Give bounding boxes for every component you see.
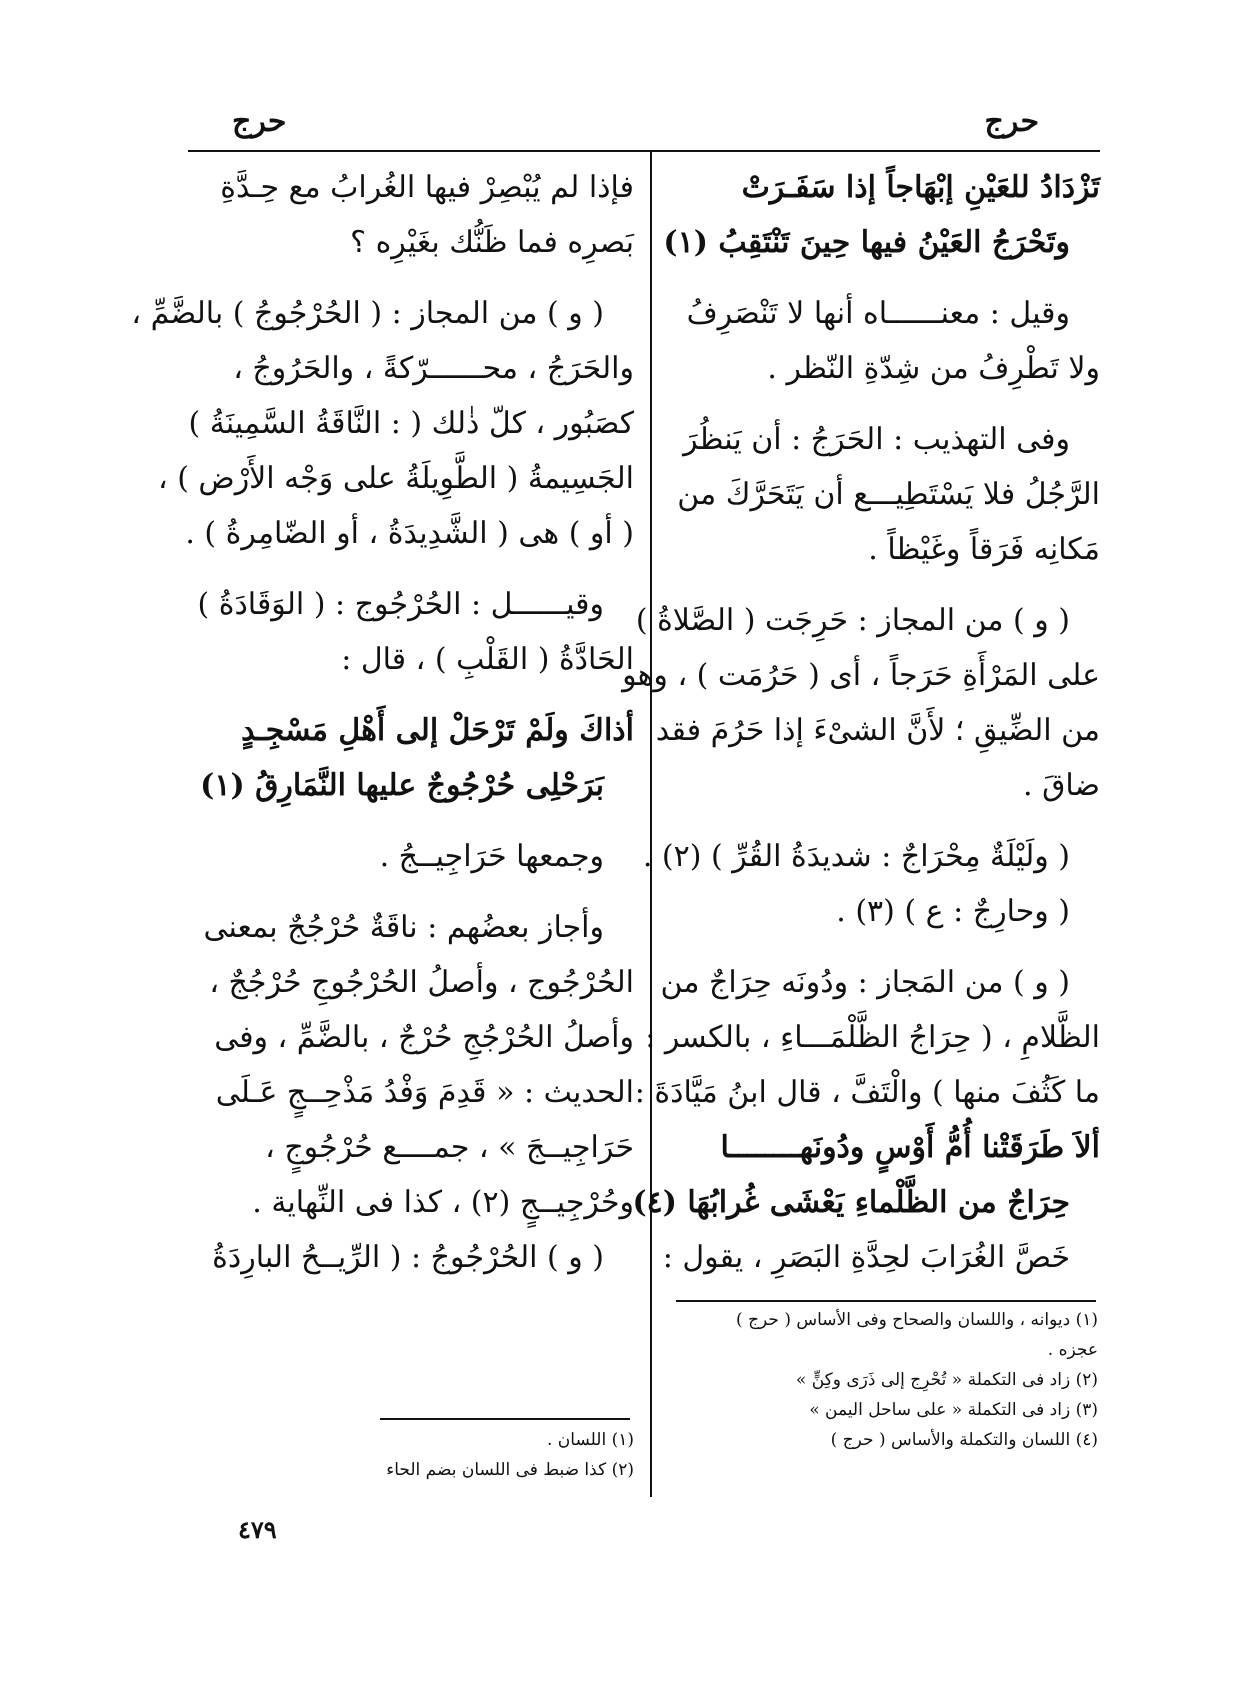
text-line: ( و ) من المجاز : ( الحُرْجُوجُ ) بالضَّمِّ ،: [131, 296, 604, 331]
column-divider: [650, 152, 652, 1497]
text-line: ( و ) الحُرْجُوجُ : ( الرِّيــحُ البارِدَةُ: [212, 1240, 604, 1275]
footnotes-right: [668, 1305, 1098, 1455]
verse-line: وتَحْرَجُ العَيْنُ فيها حِينَ تَنْتَقِبُ (١): [663, 225, 1070, 260]
text-line: وقيل : معنــــــاه أنها لا تَنْصَرِفُ: [686, 296, 1070, 331]
footnote: (١) اللسان .: [547, 1430, 634, 1450]
text-line: الجَسِيمةُ ( الطَّوِيلَةُ على وَجْه الأَرْض ) ،: [157, 461, 634, 496]
text-line: والحَرَجُ ، محــــــرّكةً ، والحَرُوجُ ،: [233, 351, 634, 386]
text-line: حَرَاجِيــجَ » ، جمــــع حُرْجُوجٍ ،: [265, 1130, 634, 1165]
text-line: بَصرِه فما ظَنُّك بغَيْرِه ؟: [350, 225, 634, 260]
text-line: وحُرْجِيــجٍ (٢) ، كذا فى النِّهاية .: [252, 1185, 634, 1220]
right-column: [622, 160, 1100, 1285]
running-header-right: حرج: [984, 104, 1039, 139]
paragraph-gap: [186, 270, 634, 286]
text-line: كصَبُور ، كلّ ذٰلك ( : النَّاقَةُ السَّمِينَةُ ): [188, 406, 634, 441]
text-line: من الضِّيقِ ؛ لأَنَّ الشىْءَ إذا حَرُمَ فقد: [655, 713, 1100, 748]
paragraph-gap: [668, 813, 1100, 829]
footnotes-left: [186, 1425, 634, 1485]
text-line: ( و ) من المجاز : حَرِجَت ( الصَّلاةُ ): [635, 603, 1070, 638]
paragraph-gap: [668, 270, 1100, 286]
paragraph-gap: [668, 577, 1100, 593]
footnote: (٤) اللسان والتكملة والأساس ( حرج ): [830, 1430, 1098, 1450]
footnote-rule-right: [676, 1300, 1096, 1302]
paragraph-gap: [186, 813, 634, 829]
text-line: الحُرْجُوج ، وأصلُ الحُرْجُوجِ حُرْجُجٌ ،: [209, 965, 634, 1000]
footnote: (٢) زاد فى التكملة « تُحْرِج إلى ذَرَى وكِنٍّ »: [795, 1370, 1098, 1390]
footnote: (١) ديوانه ، واللسان والصحاح وفى الأساس ( حرج ): [736, 1310, 1098, 1330]
text-line: ( وحارِجٌ : ع ) (٣) .: [836, 894, 1070, 929]
text-line: الظَّلامِ ، ( حِرَاجُ الظَّلْمَـــاءِ ، بالكسر :: [645, 1020, 1100, 1055]
running-header-left: حرج: [232, 104, 287, 139]
footnote-rule-left: [380, 1418, 630, 1420]
text-line: ولا تَطْرِفُ من شِدّةِ النّظر .: [767, 351, 1100, 386]
text-line: وأصلُ الحُرْجُجِ حُرْجٌ ، بالضَّمِّ ، وفى: [214, 1020, 634, 1055]
text-line: الحديث : « قَدِمَ وَفْدُ مَذْحِــجٍ عَـلَى: [215, 1075, 634, 1110]
text-line: وأجاز بعضُهم : ناقَةٌ حُرْجُجٌ بمعنى: [203, 910, 604, 945]
text-line: خَصَّ الغُرَابَ لحِدَّةِ البَصَرِ ، يقول :: [662, 1240, 1070, 1275]
text-line: ( و ) من المَجاز : ودُونَه حِرَاجٌ من: [660, 965, 1070, 1000]
text-line: ضاقَ .: [1023, 768, 1100, 803]
paragraph-gap: [186, 561, 634, 577]
left-column: [131, 160, 634, 1285]
verse-line: حِرَاجٌ من الظَّلْماءِ يَعْشَى غُرابُهَا (٤): [632, 1185, 1070, 1220]
paragraph-gap: [668, 939, 1100, 955]
text-line: وجمعها حَرَاجِيــجُ .: [379, 839, 604, 874]
text-line: فإذا لم يُبْصِرْ فيها الغُرابُ مع حِـدَّةِ: [220, 170, 634, 205]
verse-line: تَزْدَادُ للعَيْنِ إبْهَاجاً إذا سَفَـرَتْ: [741, 170, 1100, 205]
footnote: (٢) كذا ضبط فى اللسان بضم الحاء: [386, 1460, 634, 1480]
paragraph-gap: [668, 396, 1100, 412]
verse-line: بَرَحْلِى حُرْجُوجٌ عليها النَّمَارِقُ (١): [200, 768, 604, 803]
paragraph-gap: [186, 884, 634, 900]
text-line: ( أو ) هى ( الشَّدِيدَةُ ، أو الضّامِرةُ ) .: [185, 516, 634, 551]
footnote: عجزه .: [1047, 1340, 1098, 1360]
text-line: وقيــــــل : الحُرْجُوج : ( الوَقَادَةُ ): [197, 587, 604, 622]
text-line: وفى التهذيب : الحَرَجُ : أن يَنظُرَ: [683, 422, 1070, 457]
text-line: ما كَثُفَ منها ) والْتَفَّ ، قال ابنُ مَيَّادَةَ :: [634, 1075, 1100, 1110]
paragraph-gap: [186, 687, 634, 703]
text-line: مَكانِه فَرَقاً وغَيْظاً .: [868, 532, 1100, 567]
header-rule: [188, 150, 1100, 152]
text-line: على المَرْأَةِ حَرَجاً ، أى ( حَرُمَت ) ، وهو: [622, 658, 1100, 693]
text-line: الرَّجُلُ فلا يَسْتَطِيـــع أن يَتَحَرَّكَ من: [677, 477, 1100, 512]
footnote: (٣) زاد فى التكملة « على ساحل اليمن »: [809, 1400, 1098, 1420]
text-line: الحَادَّةُ ( القَلْبِ ) ، قال :: [341, 642, 634, 677]
text-line: ( ولَيْلَةٌ مِحْرَاجٌ : شديدَةُ القُرِّ ) (٢) .: [642, 839, 1070, 874]
verse-line: ألاَ طَرَقَتْنا أُمُّ أَوْسٍ ودُونَهــــــــا: [720, 1130, 1100, 1165]
verse-line: أذاكَ ولَمْ تَرْحَلْ إلى أَهْلِ مَسْجِـدٍ: [241, 713, 634, 748]
page-number: ٤٧٩: [238, 1515, 277, 1544]
